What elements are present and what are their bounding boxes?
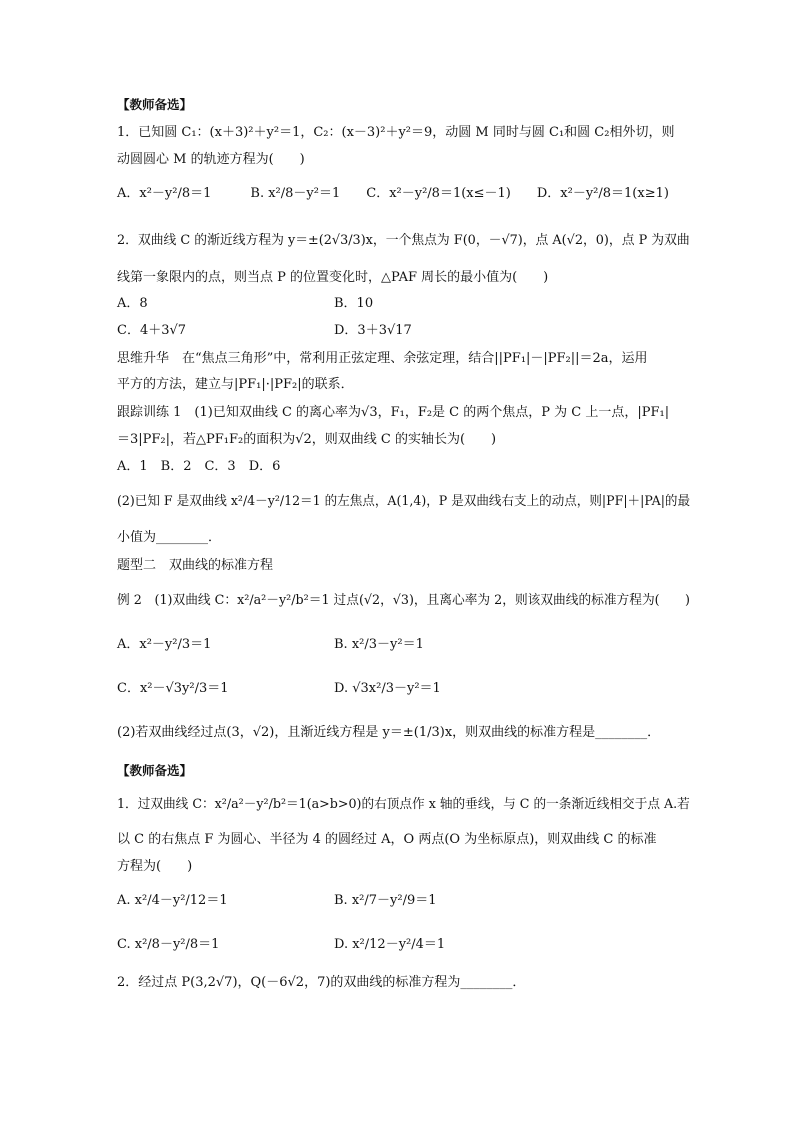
teacher-q1-line-1: 1．过双曲线 C：x²/a²－y²/b²＝1(a>b>0)的右顶点作 x 轴的垂线，与 C 的一条渐近线相交于点 A.若 [117, 797, 690, 812]
question-1-options: A．x²－y²/8＝1 B. x²/8－y²＝1 C．x²－y²/8＝1(x≤－1) D．x²－y²/8＝1(x≥1) [117, 186, 669, 201]
question-1-line-1: 1．已知圆 C₁：(x＋3)²＋y²＝1，C₂：(x－3)²＋y²＝9，动圆 M 同时与圆 C₁和圆 C₂相外切，则 [117, 125, 675, 140]
tracking-training-part-2-line-1: (2)已知 F 是双曲线 x²/4－y²/12＝1 的左焦点，A(1,4)，P 是双曲线右支上的动点，则|PF|＋|PA|的最 [117, 494, 691, 509]
tracking-training-options: A．1 B．2 C．3 D．6 [117, 459, 281, 474]
question-1-line-2: 动圆圆心 M 的轨迹方程为( ) [117, 152, 305, 167]
example-2-option-b: B. x²/3－y²＝1 [334, 637, 424, 652]
question-2-line-2: 线第一象限内的点，则当点 P 的位置变化时，△PAF 周长的最小值为( ) [117, 270, 549, 285]
question-2-line-1: 2．双曲线 C 的渐近线方程为 y＝±(2√3/3)x，一个焦点为 F(0，－√7)，点 A(√2，0)，点 P 为双曲 [117, 233, 690, 248]
example-2-option-c: C．x²－√3y²/3＝1 [117, 681, 229, 696]
thinking-summary-line-2: 平方的方法，建立与|PF₁|·|PF₂|的联系． [117, 377, 354, 392]
teacher-q1-option-d: D. x²/12－y²/4＝1 [334, 937, 446, 952]
teacher-q1-option-b: B. x²/7－y²/9＝1 [334, 893, 437, 908]
question-2-option-d: D．3＋3√17 [334, 323, 412, 338]
teacher-q1-line-2: 以 C 的右焦点 F 为圆心、半径为 4 的圆经过 A，O 两点(O 为坐标原点)，则双曲线 C 的标准 [117, 832, 657, 847]
section-heading-type-2: 题型二 双曲线的标准方程 [117, 558, 274, 573]
teacher-q1-line-3: 方程为( ) [117, 859, 193, 874]
tracking-training-line-1: 跟踪训练 1 (1)已知双曲线 C 的离心率为√3，F₁，F₂是 C 的两个焦点，P 为 C 上一点，|PF₁| [117, 405, 670, 420]
thinking-summary-line-1: 思维升华 在“焦点三角形”中，常利用正弦定理、余弦定理，结合||PF₁|－|PF₂||＝2a，运用 [117, 351, 648, 366]
tracking-training-line-2: ＝3|PF₂|，若△PF₁F₂的面积为√2，则双曲线 C 的实轴长为( ) [117, 432, 497, 447]
teacher-extra-heading: 【教师备选】 [117, 97, 193, 112]
example-2-option-a: A．x²－y²/3＝1 [117, 637, 212, 652]
teacher-extra-heading-2: 【教师备选】 [117, 763, 193, 778]
example-2-option-d: D. √3x²/3－y²＝1 [334, 681, 441, 696]
tracking-training-part-2-line-2: 小值为________． [117, 530, 222, 545]
example-2-line-1: 例 2 (1)双曲线 C：x²/a²－y²/b²＝1 过点(√2，√3)，且离心率为 2，则该双曲线的标准方程为( ) [117, 593, 690, 608]
question-2-option-b: B．10 [334, 296, 374, 311]
teacher-q1-option-c: C. x²/8－y²/8＝1 [117, 937, 220, 952]
example-2-part-2: (2)若双曲线经过点(3，√2)，且渐近线方程是 y＝±(1/3)x，则双曲线的标准方程是________． [117, 725, 661, 740]
question-2-option-a: A．8 [117, 296, 148, 311]
question-2-option-c: C．4＋3√7 [117, 323, 187, 338]
teacher-q2: 2．经过点 P(3,2√7)，Q(－6√2，7)的双曲线的标准方程为________． [117, 975, 526, 990]
teacher-q1-option-a: A. x²/4－y²/12＝1 [117, 893, 228, 908]
